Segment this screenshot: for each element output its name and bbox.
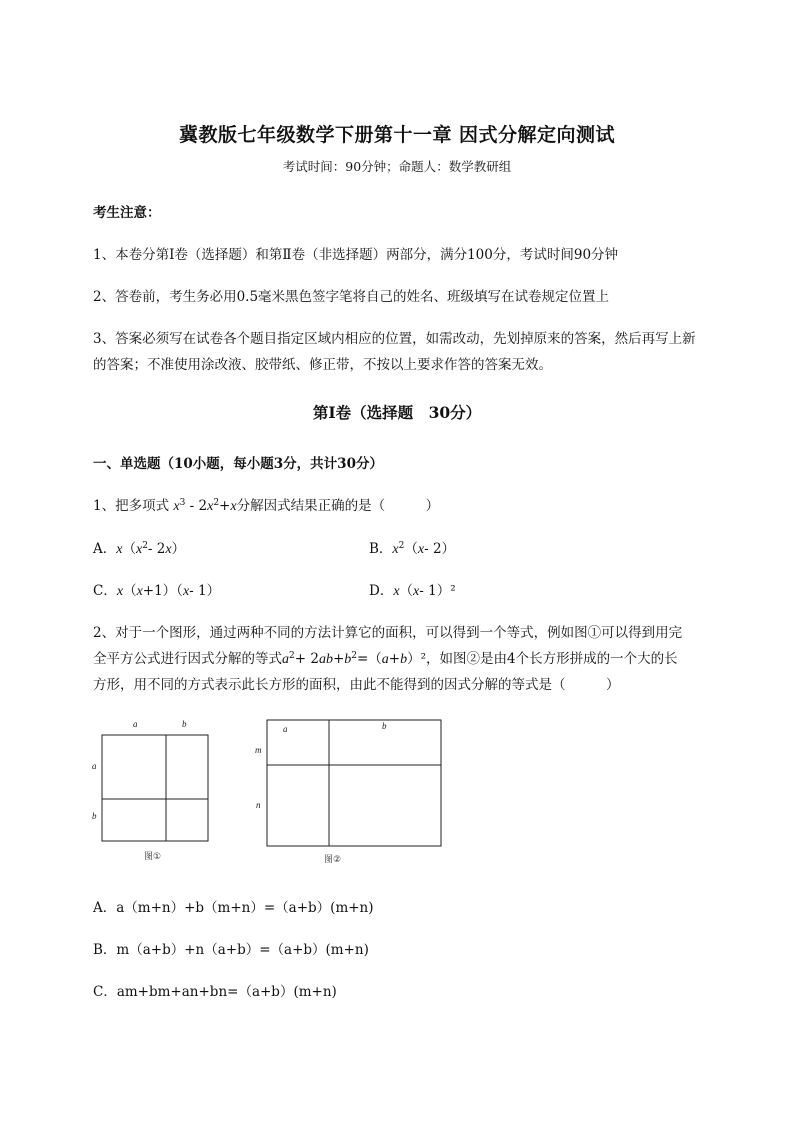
notice-item: 3、答案必须写在试卷各个题目指定区域内相应的位置，如需改动，先划掉原来的答案，然后再写上新 (93, 331, 696, 347)
fig1-left-a: a (92, 761, 97, 771)
question-2-line: 2、对于一个图形，通过两种不同的方法计算它的面积，可以得到一个等式，例如图①可以得到用完 (93, 625, 683, 641)
fig2-outer-rect (267, 720, 441, 846)
fig1-top-b: b (182, 719, 187, 729)
fig2-inner-b: b (382, 721, 387, 731)
figure-2 (252, 715, 447, 867)
page-title: 冀教版七年级数学下册第十一章 因式分解定向测试 (178, 124, 616, 146)
notice-item: 2、答卷前，考生务必用0.5毫米黑色签字笔将自己的姓名、班级填写在试卷规定位置上 (93, 289, 610, 305)
fig2-left-n: n (256, 800, 261, 810)
q1-option-b[interactable]: B．$x^2(x-$ 2） (369, 541, 456, 557)
figure-1 (88, 715, 218, 865)
q1-option-d[interactable]: D．x（x- 1）² (369, 583, 456, 599)
q2-option-c[interactable]: C．am+bm+an+bn=（a+b）(m+n) (93, 984, 337, 1000)
question-2-line: 方形，用不同的方式表示此长方形的面积，由此不能得到的因式分解的等式是（ ） (93, 677, 620, 693)
q1-option-a[interactable]: A．$x(x^2-$ 2x） (93, 541, 186, 557)
question-2-line: 全平方公式进行因式分解的等式$a^2+ 2ab+b^2=(a+b)^2$，如图②是由4个长方形拼成的一个大的长 (93, 651, 678, 667)
notice-item: 的答案；不准使用涂改液、胶带纸、修正带，不按以上要求作答的答案无效。 (93, 357, 552, 373)
fig2-caption: 图② (324, 855, 342, 865)
q1-option-c[interactable]: C．x（x+1）（x- 1） (93, 583, 221, 599)
fig1-outer-square (102, 735, 208, 841)
fig1-left-b: b (92, 811, 97, 821)
fig2-left-m: m (255, 745, 262, 755)
question-1-stem: 1、把多项式 $x^3 - 2x^2+x$分解因式结果正确的是（ ） (93, 498, 440, 514)
exam-info: 考试时间：90分钟；命题人：数学教研组 (282, 159, 512, 174)
notice-heading: 考生注意： (93, 205, 161, 221)
section-title: 一、单选题（10小题，每小题3分，共计30分） (93, 456, 383, 472)
q2-option-b[interactable]: B．m（a+b）+n（a+b）=（a+b）(m+n) (93, 942, 369, 958)
fig1-top-a: a (133, 719, 138, 729)
notice-item: 1、本卷分第I卷（选择题）和第Ⅱ卷（非选择题）两部分，满分100分，考试时间90分钟 (93, 247, 619, 263)
q2-option-a[interactable]: A．a（m+n）+b（m+n）=（a+b）(m+n) (93, 900, 374, 916)
fig2-inner-a: a (283, 724, 288, 734)
part-title: 第I卷（选择题 30分） (312, 403, 482, 422)
fig1-caption: 图① (144, 852, 162, 862)
